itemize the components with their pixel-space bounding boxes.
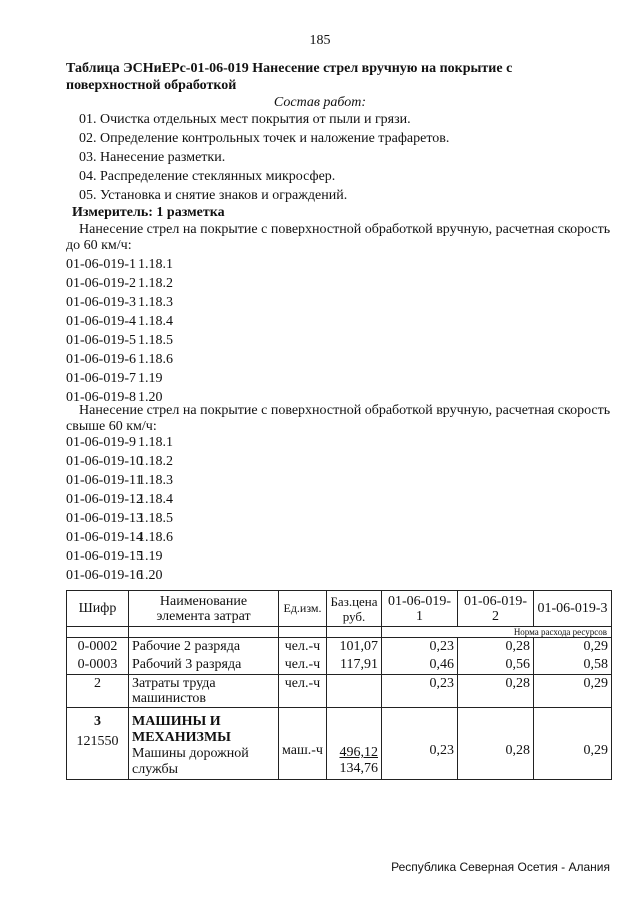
code-item <box>66 509 173 528</box>
code-item <box>66 274 173 293</box>
code: 01-06-019-14 <box>66 530 143 545</box>
header-unit: Ед.изм. <box>279 591 327 627</box>
header-name: Наименование элемента затрат <box>129 591 279 627</box>
page-number: 185 <box>309 33 331 48</box>
code-ref: 1.18.3 <box>138 473 173 488</box>
row-value-2: 0,28 <box>458 675 534 708</box>
machine-value-3: 0,29 <box>534 708 612 780</box>
row-value-1: 0,46 <box>382 656 458 675</box>
code: 01-06-019-4 <box>66 314 136 329</box>
code: 01-06-019-9 <box>66 435 136 450</box>
code-item <box>66 528 173 547</box>
row-name: Затраты труда машинистов <box>129 675 279 708</box>
code: 01-06-019-8 <box>66 390 136 405</box>
row-price: 101,07 <box>327 638 382 657</box>
machine-unit: маш.-ч <box>279 708 327 780</box>
machine-name: Машины дорожной службы <box>132 746 249 777</box>
composition-heading: Состав работ: <box>273 95 367 110</box>
code-item <box>66 471 173 490</box>
header-code: Шифр <box>67 591 129 627</box>
row-price <box>327 675 382 708</box>
code: 01-06-019-15 <box>66 549 143 564</box>
header-price: Баз.цена руб. <box>327 591 382 627</box>
section-cell <box>67 708 129 780</box>
table-header-row <box>67 591 612 627</box>
code-ref: 1.18.1 <box>138 435 173 450</box>
machine-price: 496,12 <box>339 745 378 760</box>
code-item <box>66 433 173 452</box>
code-ref: 1.18.4 <box>138 314 173 329</box>
row-unit: чел.-ч <box>279 675 327 708</box>
code-ref: 1.19 <box>138 549 163 564</box>
code-ref: 1.18.5 <box>138 511 173 526</box>
code-item <box>66 350 173 369</box>
code-ref: 1.18.2 <box>138 454 173 469</box>
table-title: Таблица ЭСНиЕРс-01-06-019 Нанесение стрел вручную на покрытие с поверхностной обработкой <box>66 61 513 93</box>
code-item <box>66 369 173 388</box>
code: 01-06-019-12 <box>66 492 143 507</box>
code-item <box>66 452 173 471</box>
row-name: Рабочие 2 разряда <box>129 638 279 657</box>
code: 01-06-019-6 <box>66 352 136 367</box>
works-item: 02. Определение контрольных точек и наложение трафаретов. <box>79 131 450 146</box>
works-item: 04. Распределение стеклянных микросфер. <box>79 169 336 184</box>
table-row <box>67 656 612 675</box>
header-col2: 01-06-019-2 <box>458 591 534 627</box>
group2-codes <box>66 433 173 585</box>
section-code: 3 <box>94 714 101 729</box>
code-ref: 1.18.6 <box>138 530 173 545</box>
row-price: 117,91 <box>327 656 382 675</box>
row-code: 0-0003 <box>67 656 129 675</box>
code-ref: 1.18.2 <box>138 276 173 291</box>
code: 01-06-019-11 <box>66 473 143 488</box>
code-item <box>66 255 173 274</box>
code-ref: 1.19 <box>138 371 163 386</box>
section-name: МАШИНЫ И МЕХАНИЗМЫ <box>132 714 231 745</box>
page-footer: Республика Северная Осетия - Алания <box>391 860 610 874</box>
row-unit: чел.-ч <box>279 638 327 657</box>
row-value-3: 0,58 <box>534 656 612 675</box>
table-row <box>67 675 612 708</box>
section-name-cell <box>129 708 279 780</box>
code: 01-06-019-2 <box>66 276 136 291</box>
machine-value-1: 0,23 <box>382 708 458 780</box>
row-code: 2 <box>67 675 129 708</box>
header-col1: 01-06-019-1 <box>382 591 458 627</box>
code-ref: 1.18.3 <box>138 295 173 310</box>
row-name: Рабочий 3 разряда <box>129 656 279 675</box>
row-value-2: 0,56 <box>458 656 534 675</box>
code-item <box>66 490 173 509</box>
code: 01-06-019-13 <box>66 511 143 526</box>
code: 01-06-019-16 <box>66 568 143 583</box>
code-item <box>66 312 173 331</box>
row-value-1: 0,23 <box>382 675 458 708</box>
machine-price-cell <box>327 708 382 780</box>
code: 01-06-019-7 <box>66 371 136 386</box>
code: 01-06-019-10 <box>66 454 143 469</box>
code-ref: 1.18.6 <box>138 352 173 367</box>
code-ref: 1.20 <box>138 568 163 583</box>
section-row <box>67 708 612 780</box>
row-value-3: 0,29 <box>534 675 612 708</box>
header-col3: 01-06-019-3 <box>534 591 612 627</box>
resources-table <box>66 590 612 780</box>
row-value-3: 0,29 <box>534 638 612 657</box>
machine-code: 121550 <box>76 734 119 749</box>
code-ref: 1.20 <box>138 390 163 405</box>
norm-caption-row <box>67 627 612 638</box>
row-value-2: 0,28 <box>458 638 534 657</box>
code-ref: 1.18.4 <box>138 492 173 507</box>
code: 01-06-019-3 <box>66 295 136 310</box>
code: 01-06-019-5 <box>66 333 136 348</box>
code-item <box>66 293 173 312</box>
row-unit: чел.-ч <box>279 656 327 675</box>
code: 01-06-019-1 <box>66 257 136 272</box>
code-item <box>66 566 173 585</box>
norm-caption: Норма расхода ресурсов <box>382 627 612 638</box>
row-value-1: 0,23 <box>382 638 458 657</box>
group2-description: Нанесение стрел на покрытие с поверхностной обработкой вручную, расчетная скорость свыше 60 км/ч: <box>66 403 611 434</box>
works-item: 01. Очистка отдельных мест покрытия от пыли и грязи. <box>79 112 411 127</box>
group1-description: Нанесение стрел на покрытие с поверхностной обработкой вручную, расчетная скорость до 60 км/ч: <box>66 222 611 253</box>
works-list <box>79 110 449 205</box>
table-row <box>67 638 612 657</box>
row-code: 0-0002 <box>67 638 129 657</box>
works-item: 05. Установка и снятие знаков и ограждений. <box>79 188 348 203</box>
machine-value-2: 0,28 <box>458 708 534 780</box>
group1-codes <box>66 255 173 407</box>
works-item: 03. Нанесение разметки. <box>79 150 226 165</box>
measure-unit: Измеритель: 1 разметка <box>72 205 225 220</box>
code-item <box>66 331 173 350</box>
code-ref: 1.18.5 <box>138 333 173 348</box>
machine-price-2: 134,76 <box>339 761 378 776</box>
code-item <box>66 547 173 566</box>
code-ref: 1.18.1 <box>138 257 173 272</box>
